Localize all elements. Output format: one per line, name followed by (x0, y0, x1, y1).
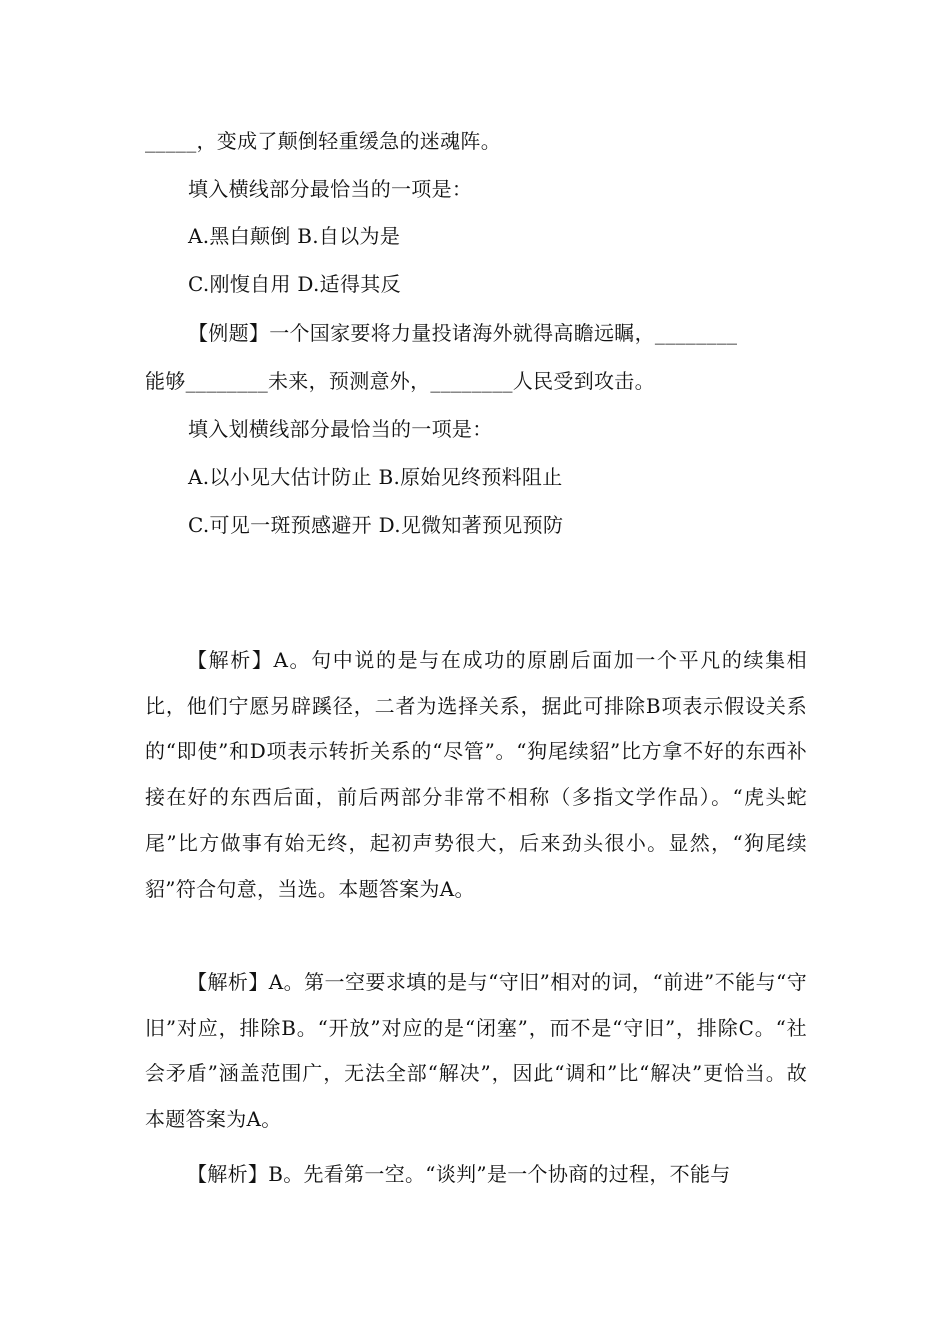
analysis-paragraph-2: 【解析】A。第一空要求填的是与“守旧”相对的词，“前进”不能与“守旧”对应，排除B。“开放”对应的是“闭塞”，而不是“守旧”，排除C。“社会矛盾”涵盖范围广，无法全部“解决”，因此“调和”比“解决”更恰当。故本题答案为A。 (145, 970, 807, 1132)
question-tail-line: _____，变成了颠倒轻重缓急的迷魂阵。 (145, 129, 501, 153)
question-options-row-2: C.刚愎自用 D.适得其反 (188, 272, 401, 296)
analysis-paragraph-3: 【解析】B。先看第一空。“谈判”是一个协商的过程，不能与 (187, 1162, 731, 1186)
example-stem-line-2: 能够________未来，预测意外，________人民受到攻击。 (145, 369, 655, 393)
example-stem-line-1: 【例题】一个国家要将力量投诸海外就得高瞻远瞩，________ (188, 321, 738, 345)
question-options-row-1: A.黑白颠倒 B.自以为是 (188, 224, 401, 248)
example-options-row-1: A.以小见大估计防止 B.原始见终预料阻止 (188, 465, 563, 489)
example-prompt: 填入划横线部分最恰当的一项是： (188, 417, 493, 441)
question-prompt: 填入横线部分最恰当的一项是： (188, 177, 473, 201)
example-options-row-2: C.可见一斑预感避开 D.见微知著预见预防 (188, 513, 564, 537)
analysis-paragraph-1: 【解析】A。句中说的是与在成功的原剧后面加一个平凡的续集相比，他们宁愿另辟蹊径，二者为选择关系，据此可排除B项表示假设关系的“即使”和D项表示转折关系的“尽管”。“狗尾续貂”比方拿不好的东西补接在好的东西后面，前后两部分非常不相称（多指文学作品）。“虎头蛇尾”比方做事有始无终，起初声势很大，后来劲头很小。显然，“狗尾续貂”符合句意，当选。本题答案为A。 (145, 648, 807, 901)
